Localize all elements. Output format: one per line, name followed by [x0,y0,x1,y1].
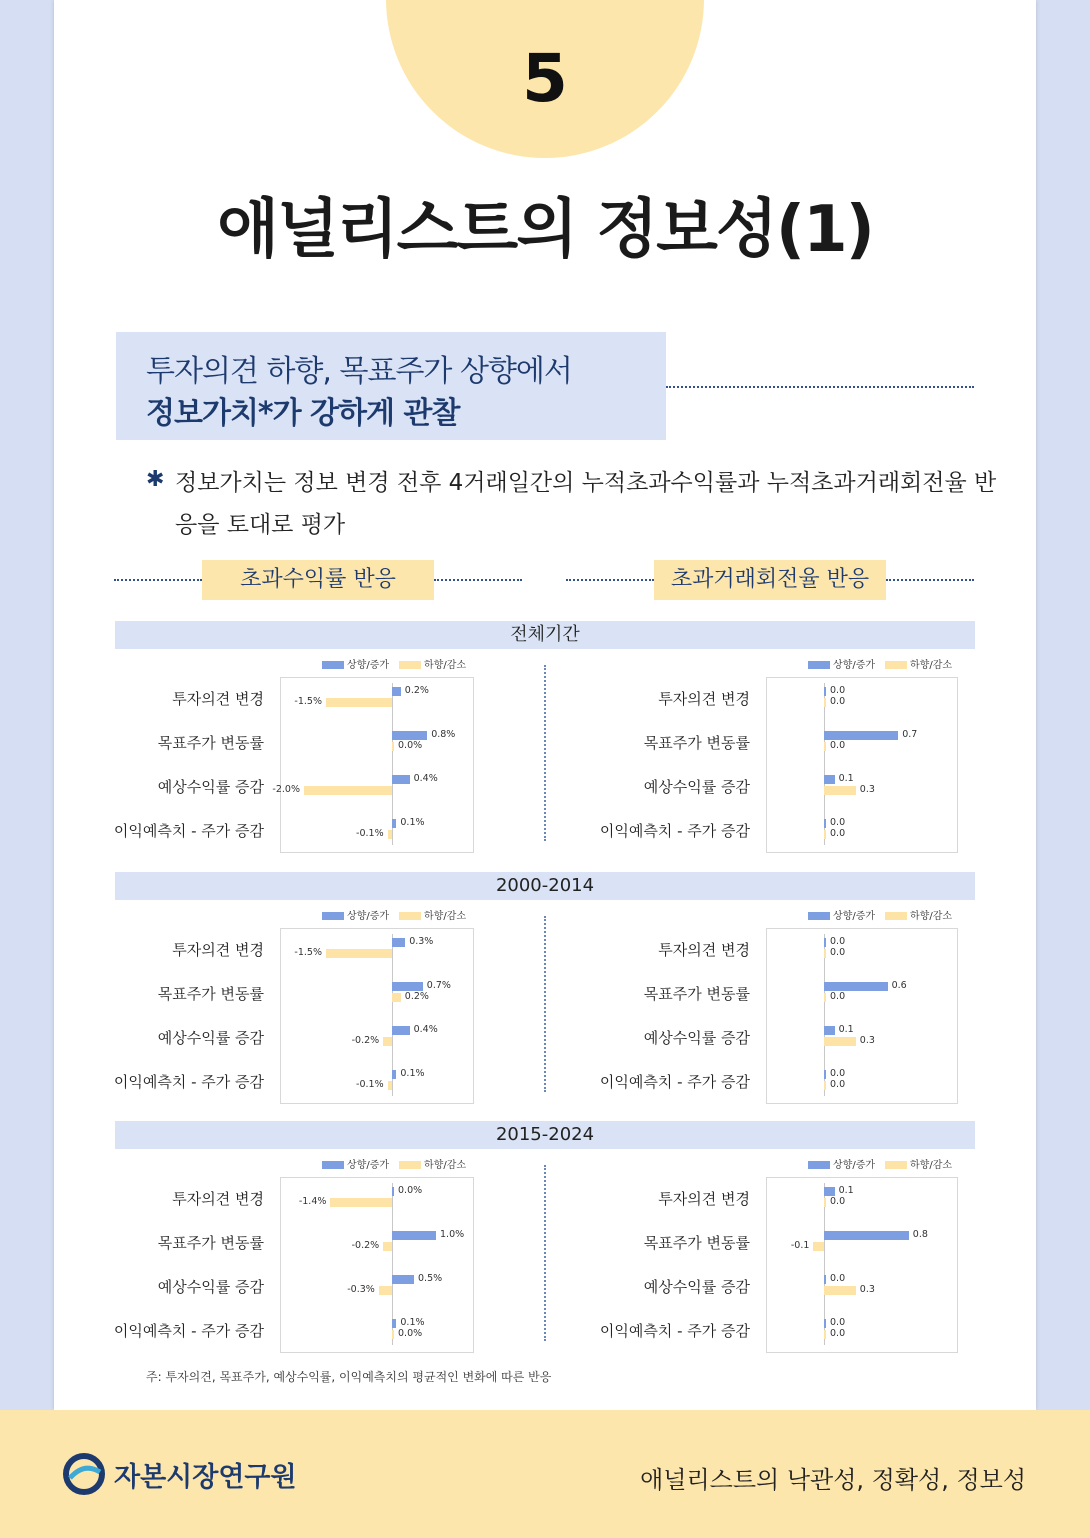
category-label: 예상수익률 증감 [157,1029,264,1047]
category-label: 투자의견 변경 [172,941,264,959]
legend-label-up: 상향/증가 [833,1160,876,1171]
bar-down [392,742,394,751]
data-label: -0.2% [351,1240,380,1251]
bar-up [824,1187,835,1196]
data-label: 0.5% [418,1273,443,1284]
panel-divider [544,916,546,1092]
category-label: 이익예측치 - 주가 증감 [113,1073,264,1091]
bar-down [824,830,826,839]
data-label: 0.4% [413,1024,438,1035]
bar-down [824,1198,826,1207]
definition-note: 정보가치는 정보 변경 전후 4거래일간의 누적초과수익률과 누적초과거래회전율 반응을 토대로 평가 [175,470,997,538]
category-label: 투자의견 변경 [658,941,750,959]
data-label: -0.1% [356,828,384,839]
data-label: 0.0 [830,740,846,751]
bar-up [824,1070,826,1079]
bar-up [392,687,401,696]
category-label: 예상수익률 증감 [643,1029,750,1047]
data-label: 0.4% [413,773,438,784]
data-label: 0.0 [830,685,846,696]
data-label: 0.0 [830,1196,846,1207]
bar-up [824,938,826,947]
category-label: 이익예측치 - 주가 증감 [599,822,750,840]
data-label: 0.0% [398,740,423,751]
data-label: 0.6 [891,980,907,991]
bar-up [824,1026,835,1035]
bar-down [388,830,392,839]
category-label: 예상수익률 증감 [157,778,264,796]
legend-label-down: 하향/감소 [910,1160,953,1171]
data-label: 0.1 [838,1185,854,1196]
bar-up [824,819,826,828]
legend-label-down: 하향/감소 [910,660,953,671]
data-label: 0.0 [830,1079,846,1090]
bar-down [824,1330,826,1339]
data-label: 0.2% [404,991,429,1002]
panel-divider [544,665,546,841]
bar-down [383,1242,392,1251]
page-title: 애널리스트의 정보성(1) [217,193,873,267]
data-label: 1.0% [440,1229,465,1240]
section-divider [114,579,202,581]
category-label: 투자의견 변경 [172,690,264,708]
bar-down [326,698,392,707]
data-label: 0.0% [398,1328,423,1339]
bar-up [824,982,888,991]
bar-up [392,1070,396,1079]
page-number: 5 [522,40,568,117]
bar-up [392,1231,436,1240]
chart-legend [808,656,952,671]
bar-down [330,1198,392,1207]
bar-up [392,982,423,991]
bar-up [392,938,405,947]
right-section-label: 초과거래회전율 반응 [654,560,886,600]
bar-down [824,742,826,751]
legend-label-down: 하향/감소 [424,911,467,922]
bar-up [392,1187,394,1196]
logo-icon [62,1452,106,1496]
chart-plot-area [766,928,958,1104]
bar-up [824,731,898,740]
page-number-badge [386,0,704,158]
headline-box [116,332,666,440]
data-label: 0.3 [859,1035,875,1046]
bar-down [326,949,392,958]
category-label: 목표주가 변동률 [157,734,264,752]
data-label: 0.8 [912,1229,928,1240]
bar-up [824,1275,826,1284]
data-label: 0.1 [838,1024,854,1035]
legend-swatch-up [808,661,830,669]
data-label: -0.1% [356,1079,384,1090]
panel-divider [544,1165,546,1341]
category-label: 예상수익률 증감 [643,1278,750,1296]
data-label: 0.0 [830,1317,846,1328]
category-label: 이익예측치 - 주가 증감 [599,1322,750,1340]
bar-down [379,1286,392,1295]
category-label: 이익예측치 - 주가 증감 [113,1322,264,1340]
data-label: -0.1 [790,1240,810,1251]
legend-swatch-down [399,1161,421,1169]
data-label: 0.3 [859,1284,875,1295]
bar-down [383,1037,392,1046]
footnote: 주: 투자의견, 목표주가, 예상수익률, 이익예측치의 평균적인 변화에 따른 반응 [146,1370,552,1384]
legend-swatch-up [808,1161,830,1169]
legend-swatch-down [399,912,421,920]
data-label: 0.7% [426,980,451,991]
data-label: 0.0 [830,696,846,707]
period-header: 2000-2014 [115,872,975,900]
bar-up [392,731,427,740]
chart-plot-area [766,1177,958,1353]
bar-down [824,786,856,795]
data-label: 0.3% [409,936,434,947]
legend-swatch-down [885,661,907,669]
bar-down [813,1242,824,1251]
data-label: 0.1% [400,1317,425,1328]
data-label: 0.8% [431,729,456,740]
chart-plot-area [766,677,958,853]
bar-down [824,1081,826,1090]
data-label: 0.0 [830,828,846,839]
legend-label-up: 상향/증가 [347,1160,390,1171]
legend-label-up: 상향/증가 [347,660,390,671]
category-label: 목표주가 변동률 [157,1234,264,1252]
page-card [54,0,1036,1410]
bar-down [824,993,826,1002]
bar-down [392,1330,394,1339]
legend-swatch-up [322,1161,344,1169]
bar-up [392,1319,396,1328]
legend-swatch-down [885,912,907,920]
legend-label-down: 하향/감소 [910,911,953,922]
data-label: 0.3 [859,784,875,795]
bar-down [392,993,401,1002]
legend-swatch-down [885,1161,907,1169]
category-label: 투자의견 변경 [658,1190,750,1208]
legend-label-up: 상향/증가 [833,911,876,922]
section-divider [434,579,522,581]
category-label: 목표주가 변동률 [643,985,750,1003]
legend-swatch-down [399,661,421,669]
data-label: 0.0 [830,1328,846,1339]
data-label: -1.4% [298,1196,327,1207]
category-label: 목표주가 변동률 [157,985,264,1003]
data-label: 0.0 [830,817,846,828]
bar-up [824,687,826,696]
bar-down [824,949,826,958]
data-label: 0.0 [830,1273,846,1284]
legend-label-down: 하향/감소 [424,1160,467,1171]
data-label: 0.1 [838,773,854,784]
data-label: -1.5% [294,947,322,958]
data-label: -0.3% [347,1284,375,1295]
section-divider [886,579,974,581]
data-label: 0.0 [830,991,846,1002]
bar-down [304,786,392,795]
legend-swatch-up [808,912,830,920]
bar-down [824,1037,856,1046]
legend-label-up: 상향/증가 [347,911,390,922]
bar-down [388,1081,392,1090]
left-section-label: 초과수익률 반응 [202,560,434,600]
data-label: 0.7 [902,729,918,740]
period-header: 2015-2024 [115,1121,975,1149]
data-label: -2.0% [272,784,300,795]
chart-legend [808,907,952,922]
category-label: 예상수익률 증감 [157,1278,264,1296]
legend-swatch-up [322,661,344,669]
data-label: 0.1% [400,817,425,828]
data-label: 0.0 [830,936,846,947]
category-label: 목표주가 변동률 [643,734,750,752]
chart-legend [322,1156,466,1171]
period-header: 전체기간 [115,621,975,649]
bar-up [824,1319,826,1328]
chart-legend [808,1156,952,1171]
category-label: 목표주가 변동률 [643,1234,750,1252]
bar-up [824,1231,909,1240]
legend-label-up: 상향/증가 [833,660,876,671]
bar-up [392,775,410,784]
bar-down [824,698,826,707]
headline-divider [666,386,974,388]
bar-up [824,775,835,784]
category-label: 예상수익률 증감 [643,778,750,796]
section-divider [566,579,654,581]
category-label: 이익예측치 - 주가 증감 [113,822,264,840]
category-label: 투자의견 변경 [658,690,750,708]
category-label: 투자의견 변경 [172,1190,264,1208]
legend-swatch-up [322,912,344,920]
data-label: 0.2% [404,685,429,696]
legend-label-down: 하향/감소 [424,660,467,671]
bar-up [392,819,396,828]
chart-legend [322,907,466,922]
asterisk-icon: ✱ [146,467,165,492]
bar-up [392,1026,410,1035]
chart-legend [322,656,466,671]
headline-line-2: 정보가치*가 강하게 관찰 [146,396,460,431]
org-logo-text: 자본시장연구원 [114,1462,297,1493]
data-label: 0.0 [830,1068,846,1079]
bar-up [392,1275,414,1284]
category-label: 이익예측치 - 주가 증감 [599,1073,750,1091]
data-label: 0.0% [398,1185,423,1196]
bar-down [824,1286,856,1295]
footer-title: 애널리스트의 낙관성, 정확성, 정보성 [640,1466,1026,1494]
data-label: -1.5% [294,696,322,707]
data-label: -0.2% [351,1035,380,1046]
data-label: 0.0 [830,947,846,958]
headline-line-1: 투자의견 하향, 목표주가 상향에서 [146,354,572,389]
data-label: 0.1% [400,1068,425,1079]
